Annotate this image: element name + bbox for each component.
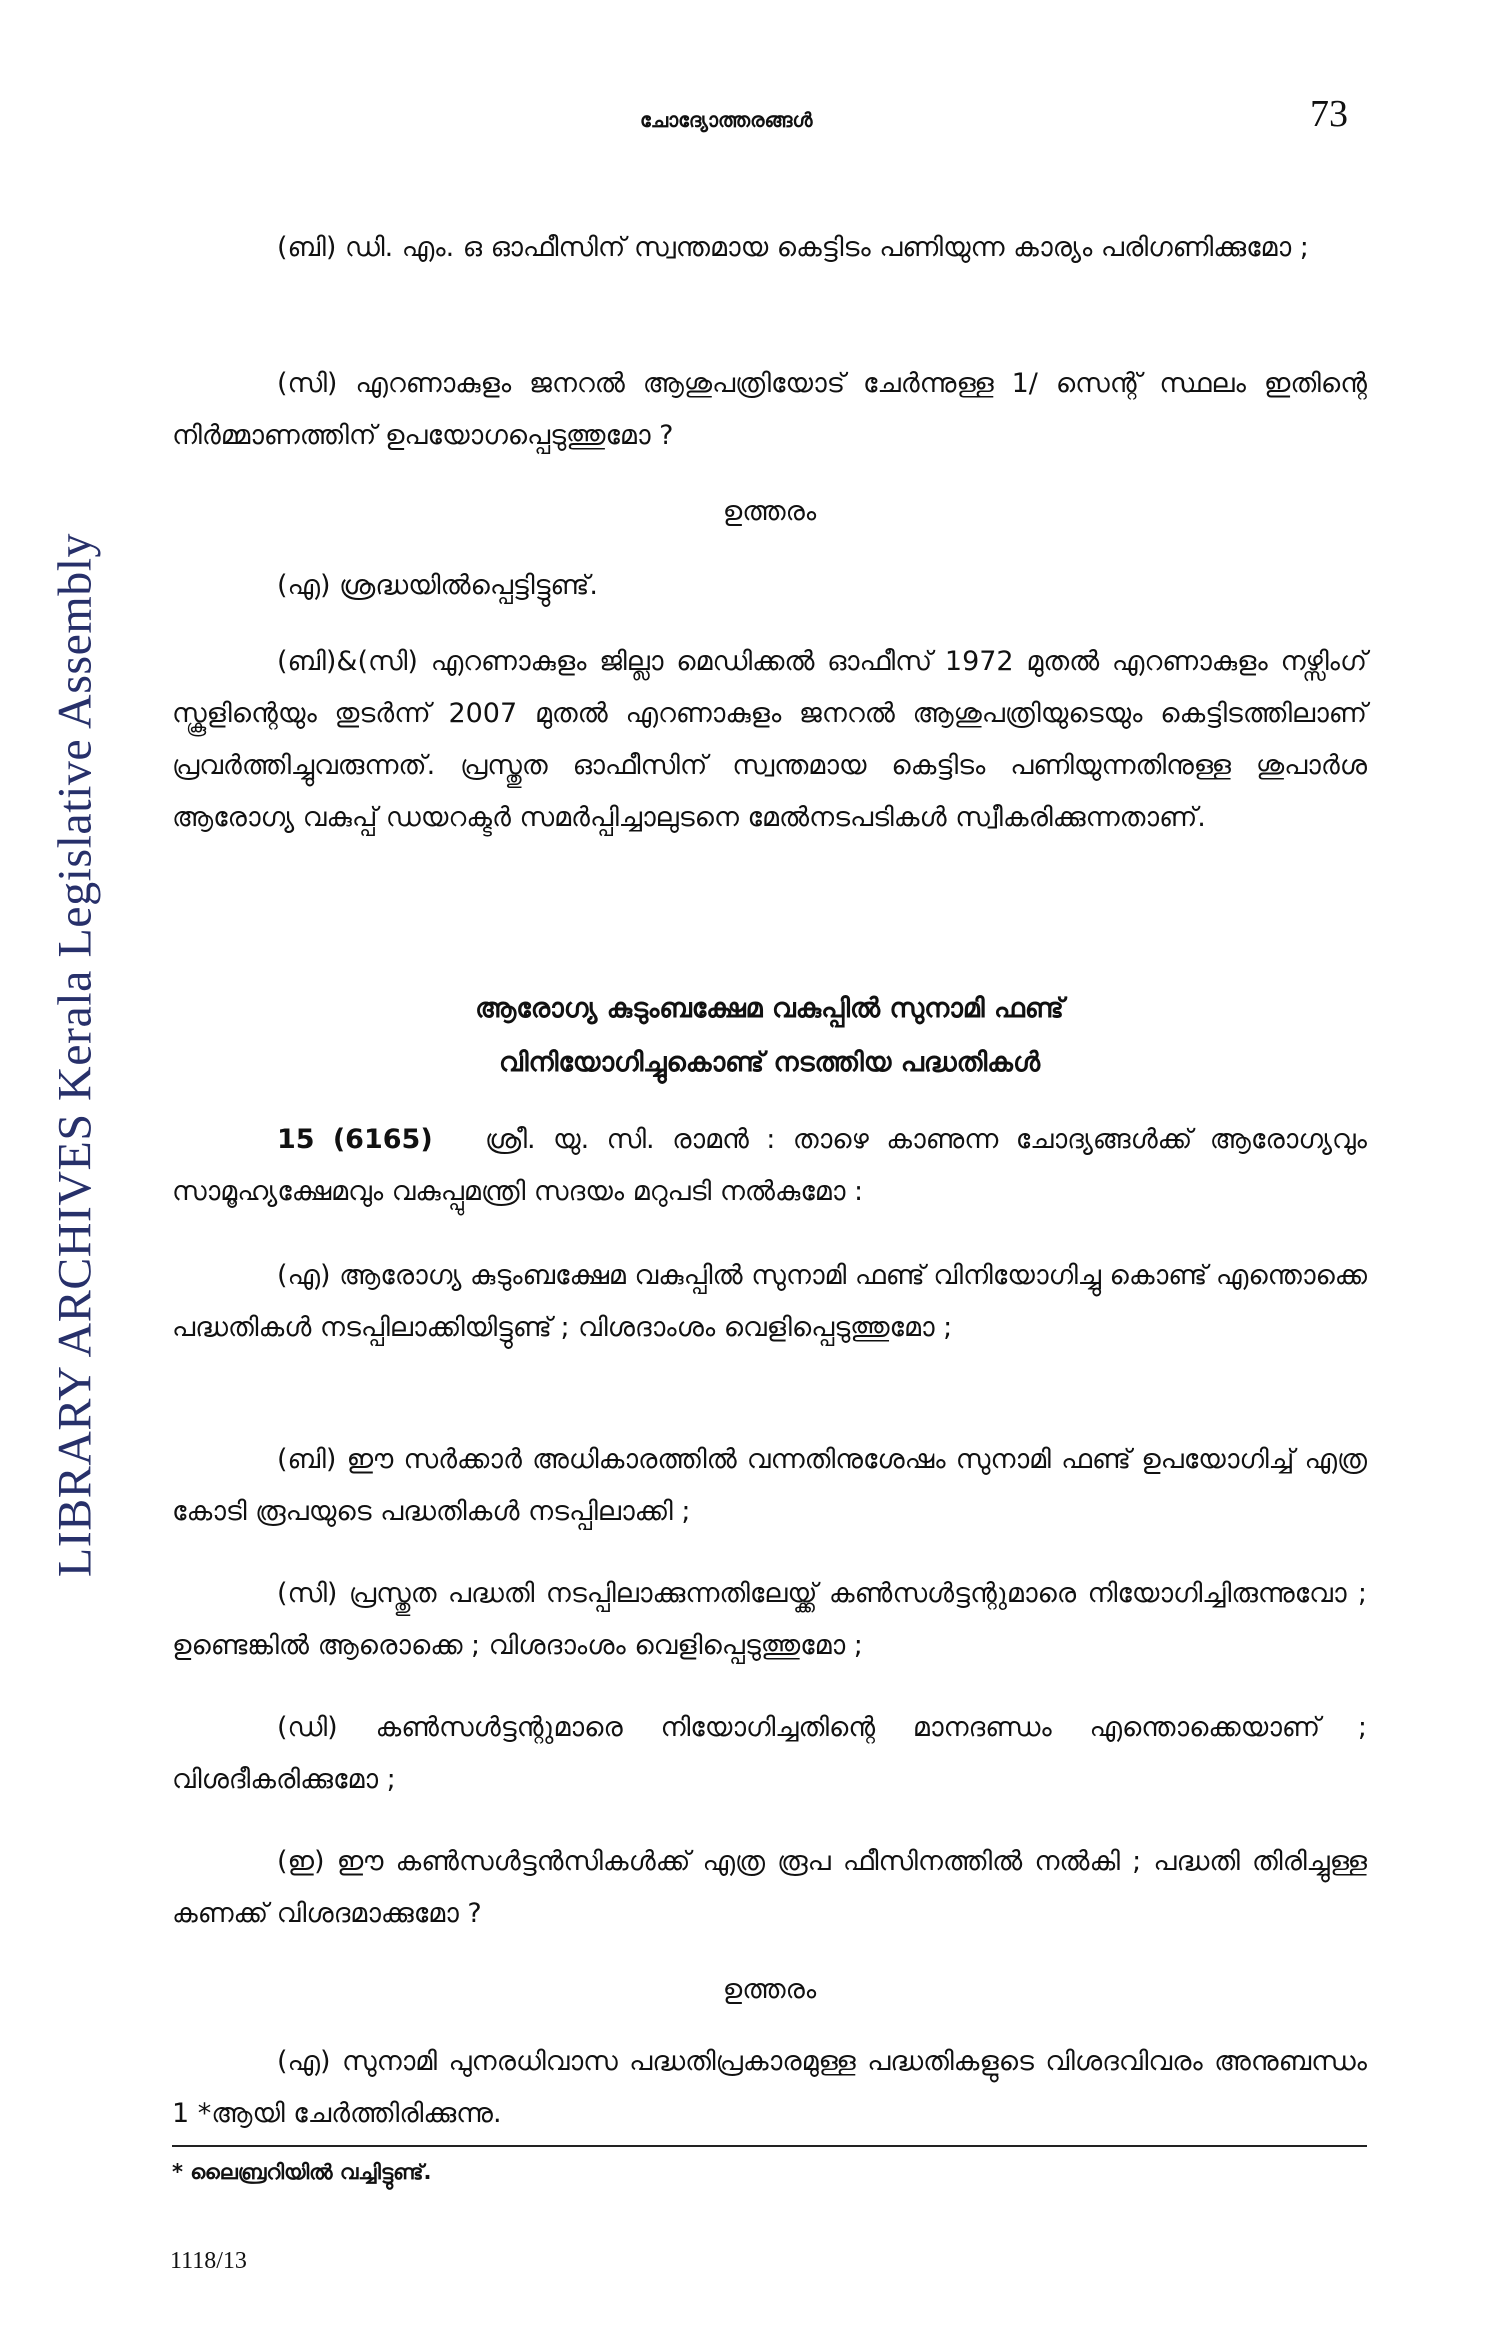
answer-prev-a-text: (എ) ശ്രദ്ധയിൽപ്പെട്ടിട്ടുണ്ട്. (277, 570, 598, 601)
answer-heading-1: ഉത്തരം (722, 496, 817, 527)
answer-a-text: (എ) സുനാമി പുനരധിവാസ പദ്ധതിപ്രകാരമുള്ള പദ്ധതികളുടെ വിശദവിവരം അനുബന്ധം 1 *ആയി ചേർത്തിരിക്കുന്നു. (172, 2046, 1367, 2129)
question-prev-b-text: (ബി) ഡി. എം. ഒ ഓഫീസിന് സ്വന്തമായ കെട്ടിടം പണിയുന്ന കാര്യം പരിഗണിക്കുമോ ; (277, 232, 1309, 263)
question-a (172, 1250, 1367, 1354)
section-heading-line1: ആരോഗ്യ കുടുംബക്ഷേമ വകുപ്പിൽ സുനാമി ഫണ്ട് (475, 993, 1064, 1024)
question-c (172, 1568, 1367, 1672)
question-prev-c (172, 358, 1367, 462)
question-intro (172, 1114, 1367, 1218)
page-number: 73 (1310, 93, 1348, 135)
section-heading-line2: വിനിയോഗിച്ചുകൊണ്ട് നടത്തിയ പദ്ധതികൾ (498, 1047, 1041, 1078)
question-c-text: (സി) പ്രസ്തുത പദ്ധതി നടപ്പിലാക്കുന്നതിലേയ്ക്ക് കൺസൾട്ടന്റുമാരെ നിയോഗിച്ചിരുന്നുവോ ; ഉണ്ടെങ്കിൽ ആരൊക്കെ ; വിശദാംശം വെളിപ്പെടുത്തുമോ ; (172, 1578, 1367, 1661)
question-d (172, 1702, 1367, 1806)
question-d-text: (ഡി) കൺസൾട്ടന്റുമാരെ നിയോഗിച്ചതിന്റെ മാനദണ്ഡം എന്തൊക്കെയാണ് ; വിശദീകരിക്കുമോ ; (172, 1712, 1367, 1795)
answer-prev-a (172, 560, 1367, 612)
section-heading (172, 982, 1367, 1090)
footnote-divider (172, 2145, 1367, 2147)
question-number: 15 (6165) (277, 1124, 433, 1155)
question-prev-b (172, 222, 1367, 274)
question-e-text: (ഇ) ഈ കൺസൾട്ടൻസികൾക്ക് എത്ര രൂപ ഫീസിനത്തിൽ നൽകി ; പദ്ധതി തിരിച്ചുള്ള കണക്ക് വിശദമാക്കുമോ ? (172, 1846, 1367, 1929)
answer-heading-2: ഉത്തരം (722, 1974, 817, 2005)
footer-code: 1118/13 (170, 2248, 247, 2274)
archive-watermark: LIBRARY ARCHIVES Kerala Legislative Assembly (48, 532, 102, 1578)
question-b-text: (ബി) ഈ സർക്കാർ അധികാരത്തിൽ വന്നതിനുശേഷം സുനാമി ഫണ്ട് ഉപയോഗിച്ച് എത്ര കോടി രൂപയുടെ പദ്ധതികൾ നടപ്പിലാക്കി ; (172, 1444, 1367, 1527)
answer-prev-bc (172, 636, 1367, 844)
question-prev-c-text: (സി) എറണാകുളം ജനറൽ ആശുപത്രിയോട് ചേർന്നുള്ള 1/ സെന്റ് സ്ഥലം ഇതിന്റെ നിർമ്മാണത്തിന് ഉപയോഗപ്പെടുത്തുമോ ? (172, 368, 1367, 451)
running-header: ചോദ്യോത്തരങ്ങൾ (640, 108, 813, 132)
answer-prev-bc-text: (ബി)&(സി) എറണാകുളം ജില്ലാ മെഡിക്കൽ ഓഫീസ് 1972 മുതൽ എറണാകുളം നഴ്സിംഗ് സ്കൂളിന്റെയും തുടർന്ന് 2007 മുതൽ എറണാകുളം ജനറൽ ആശുപത്രിയുടെയും കെട്ടിടത്തിലാണ് പ്രവർത്തിച്ചുവരുന്നത്. പ്രസ്തുത ഓഫീസിന് സ്വന്തമായ കെട്ടിടം പണിയുന്നതിനുള്ള ശുപാർശ ആരോഗ്യ വകുപ്പ് ഡയറക്ടർ സമർപ്പിച്ചാലുടനെ മേൽനടപടികൾ സ്വീകരിക്കുന്നതാണ്. (172, 646, 1367, 833)
question-intro-text: ശ്രീ. യു. സി. രാമൻ : താഴെ കാണുന്ന ചോദ്യങ്ങൾക്ക് ആരോഗ്യവും സാമൂഹ്യക്ഷേമവും വകുപ്പുമന്ത്രി സദയം മറുപടി നൽകുമോ : (172, 1124, 1367, 1207)
footnote: * ലൈബ്രറിയിൽ വച്ചിട്ടുണ്ട്. (172, 2160, 432, 2184)
answer-a (172, 2036, 1367, 2140)
question-a-text: (എ) ആരോഗ്യ കുടുംബക്ഷേമ വകുപ്പിൽ സുനാമി ഫണ്ട് വിനിയോഗിച്ചു കൊണ്ട് എന്തൊക്കെ പദ്ധതികൾ നടപ്പിലാക്കിയിട്ടുണ്ട് ; വിശദാംശം വെളിപ്പെടുത്തുമോ ; (172, 1260, 1367, 1343)
question-b (172, 1434, 1367, 1538)
question-e (172, 1836, 1367, 1940)
